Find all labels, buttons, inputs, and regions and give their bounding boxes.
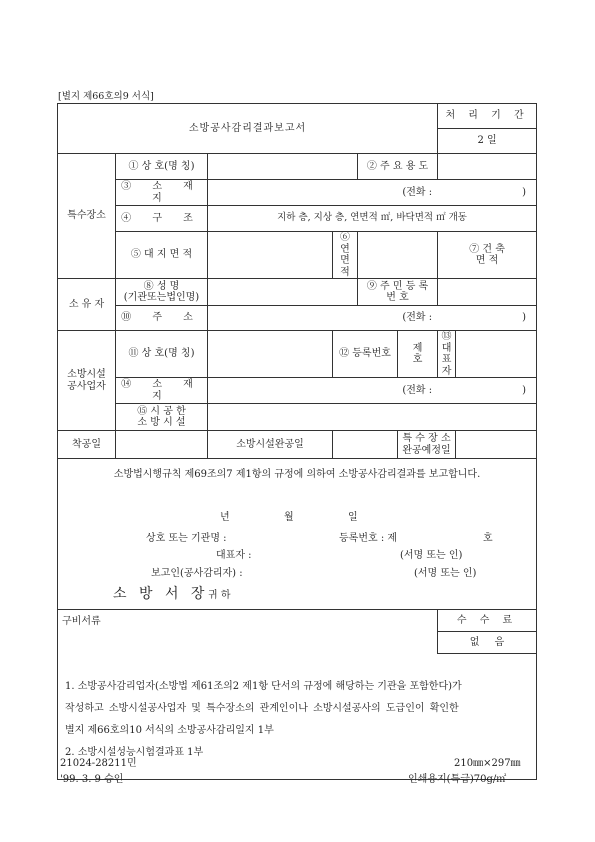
date-year: 년 <box>220 512 230 523</box>
statement-text: 소방법시행규칙 제69조의7 제1항의 규정에 의하여 소방공사감리결과를 보고합니다. <box>113 469 481 480</box>
building-area-label: ⑦ 건 축 면 적 <box>438 232 537 279</box>
owner-reg-field[interactable] <box>438 279 537 306</box>
site-area-label: ⑤ 대 지 면 적 <box>116 232 208 279</box>
structure-label: ④ 구 조 <box>116 206 208 232</box>
declaration-block <box>58 459 537 610</box>
contractor-location-field[interactable]: (전화 : ) <box>208 378 537 404</box>
reporter-label: 보고인(공사감리자) : <box>151 568 243 579</box>
date-day: 일 <box>348 512 358 523</box>
floor-area-field[interactable] <box>358 232 438 279</box>
trade-name-label: ① 상 호(명 칭) <box>116 154 208 180</box>
phone-label: (전화 : <box>402 186 433 198</box>
footer-approved: '99. 3. 9 승인 <box>60 774 124 785</box>
contractor-reg-field[interactable]: 제 호 <box>398 331 438 378</box>
location-field[interactable] <box>208 180 537 206</box>
owner-address-field[interactable]: (전화 : ) <box>208 306 537 331</box>
owner-reg-label: ⑨ 주 민 등 록 번 호 <box>358 279 438 306</box>
report-form <box>57 103 537 780</box>
date-month: 월 <box>284 512 294 523</box>
installed-facility-field[interactable] <box>208 404 537 431</box>
installed-facility-label: ⑮ 시 공 한 소 방 시 설 <box>116 404 208 431</box>
location-label: ③ 소 재 지 <box>116 180 208 206</box>
recipient-suffix: 귀 하 <box>208 590 231 601</box>
site-area-field[interactable] <box>208 232 333 279</box>
fee-value: 없 음 <box>438 632 537 654</box>
sign-reg-label: 등록번호 : 제 <box>339 533 398 544</box>
form-title: 소방공사감리결과보고서 <box>58 104 438 154</box>
structure-detail: 지하 층, 지상 층, 연면적 ㎡, 바닥면적 ㎡ 개동 <box>208 206 537 232</box>
contractor-reg-label: ⑫ 등록번호 <box>333 331 398 378</box>
fee-label: 수 수 료 <box>438 610 537 632</box>
footer-size: 210㎜×297㎜ <box>454 758 521 769</box>
contractor-rep-field[interactable] <box>456 331 537 378</box>
main-use-label: ② 주 요 용 도 <box>358 154 438 180</box>
start-date-label: 착공일 <box>58 431 116 459</box>
form-number: [별지 제66호의9 서식] <box>58 91 154 102</box>
completion-date-label: 소방시설완공일 <box>208 431 333 459</box>
contractor-location-label: ⑭ 소 재 지 <box>116 378 208 404</box>
owner-name-field[interactable] <box>208 279 358 306</box>
company-label: 상호 또는 기관명 : <box>146 533 227 544</box>
contractor-name-label: ⑪ 상 호(명 칭) <box>116 331 208 378</box>
document-item-1-line-3: 별지 제66호의10 서식의 소방공사감리일지 1부 <box>65 725 274 736</box>
phone-close: ) <box>522 186 527 198</box>
scheduled-completion-label: 특 수 장 소 완공예정일 <box>398 431 456 459</box>
document-item-1-line-1: 1. 소방공사감리업자(소방법 제61조의2 제1항 단서의 규정에 해당하는 기관을 포함한다)가 <box>65 681 462 692</box>
document-item-2: 2. 소방시설성능시험결과표 1부 <box>65 747 204 758</box>
owner-address-label: ⑩ 주 소 <box>116 306 208 331</box>
owner-label: 소 유 자 <box>58 279 116 331</box>
footer-code: 21024-28211민 <box>60 758 137 769</box>
completion-date-field[interactable] <box>333 431 398 459</box>
rep-sign: (서명 또는 인) <box>400 550 463 561</box>
reporter-sign: (서명 또는 인) <box>414 568 477 579</box>
processing-period-value: 2 일 <box>438 129 537 154</box>
owner-name-label: ⑧ 성 명 (기관또는법인명) <box>116 279 208 306</box>
main-use-field[interactable] <box>438 154 537 180</box>
sign-reg-suffix: 호 <box>483 533 493 544</box>
processing-period-label: 처 리 기 간 <box>438 104 537 129</box>
documents-label: 구비서류 <box>58 610 438 654</box>
contractor-rep-label: ⑬ 대표자 <box>438 331 456 378</box>
trade-name-field[interactable] <box>208 154 358 180</box>
document-item-1-line-2: 작성하고 소방시설공사업자 및 특수장소의 관계인이나 소방시설공사의 도급인이 확인한 <box>65 703 459 714</box>
rep-label: 대표자 : <box>216 550 252 561</box>
floor-area-label: ⑥ 연 면 적 <box>333 232 358 279</box>
scheduled-completion-field[interactable] <box>456 431 537 459</box>
special-place-label: 특수장소 <box>58 154 116 279</box>
contractor-label: 소방시설 공사업자 <box>58 331 116 431</box>
start-date-field[interactable] <box>116 431 208 459</box>
footer-paper: 인쇄용지(특급)70g/㎡ <box>408 774 507 785</box>
recipient-name: 소 방 서 장 <box>113 586 209 602</box>
contractor-name-field[interactable] <box>208 331 333 378</box>
